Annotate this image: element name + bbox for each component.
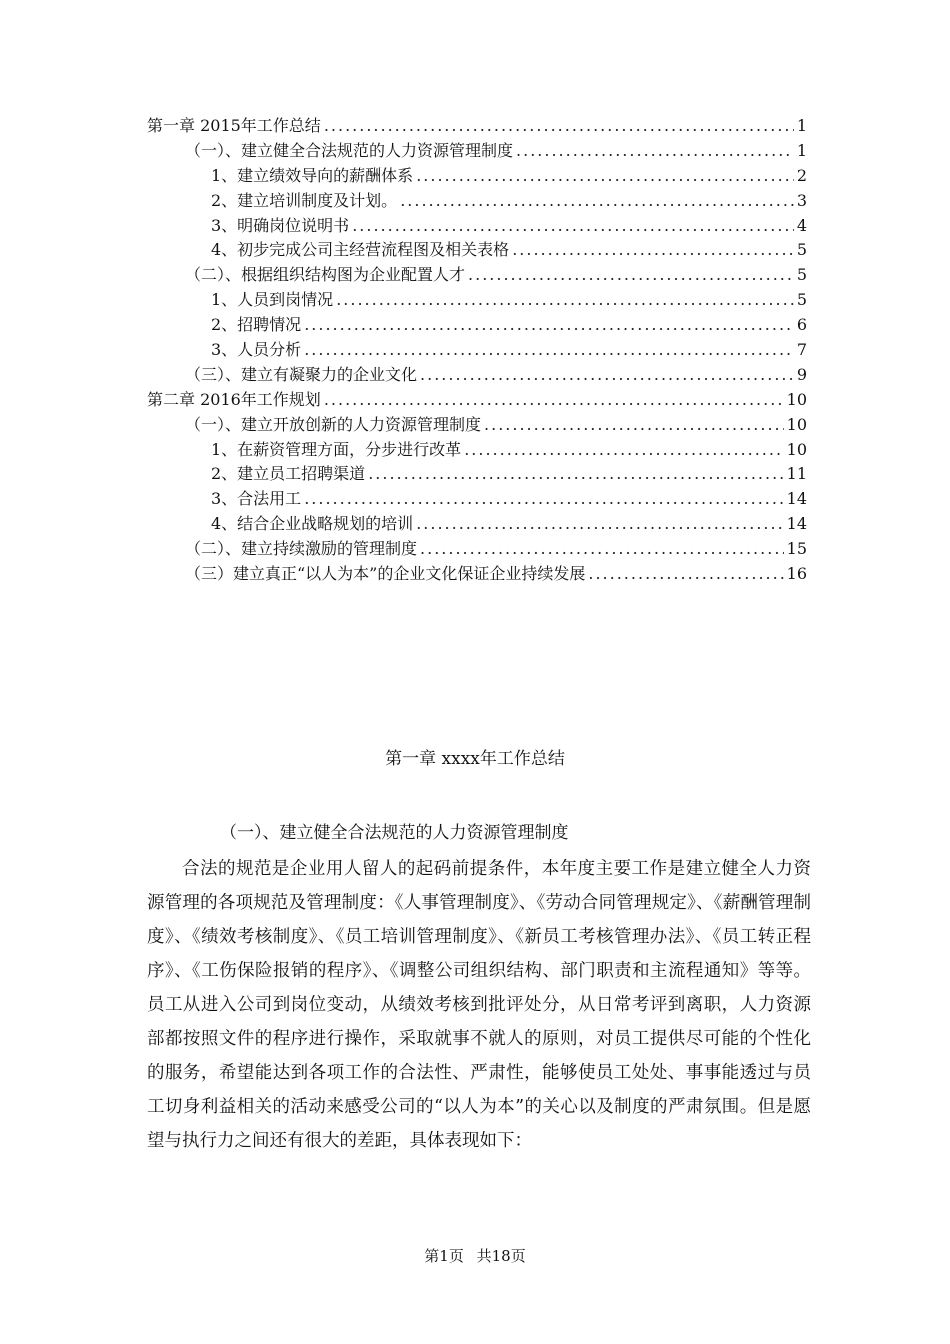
toc-entry-page-number: 15: [786, 539, 807, 559]
toc-entry[interactable]: [147, 139, 807, 164]
toc-dot-leader: [324, 114, 794, 139]
toc-dot-leader: [516, 139, 794, 164]
toc-entry-title: （一）、建立开放创新的人力资源管理制度: [185, 414, 482, 434]
toc-entry-title: （三）建立真正“以人为本”的企业文化保证企业持续发展: [185, 564, 586, 584]
toc-dot-leader: [324, 388, 784, 413]
toc-entry-page-number: 5: [796, 290, 807, 310]
toc-entry-title: 4、初步完成公司主经营流程图及相关表格: [211, 240, 510, 260]
toc-dot-leader: [416, 164, 794, 189]
toc-entry-page-number: 5: [796, 240, 807, 260]
toc-entry[interactable]: [147, 438, 807, 463]
toc-dot-leader: [484, 413, 784, 438]
toc-entry-title: 3、合法用工: [211, 489, 302, 509]
toc-entry-title: （二）、根据组织结构图为企业配置人才: [185, 265, 466, 285]
toc-entry[interactable]: [147, 487, 807, 512]
toc-entry-title: （二）、建立持续激励的管理制度: [185, 539, 418, 559]
section-heading: （一）、建立健全合法规范的人力资源管理制度: [220, 823, 569, 843]
toc-entry[interactable]: [147, 288, 807, 313]
toc-entry-page-number: 14: [786, 489, 807, 509]
toc-entry[interactable]: [147, 238, 807, 263]
toc-entry-title: 4、结合企业战略规划的培训: [211, 514, 414, 534]
chapter-title: 第一章 xxxx年工作总结: [385, 749, 565, 769]
toc-entry-title: 1、在薪资管理方面，分步进行改革: [211, 439, 462, 459]
toc-entry-page-number: 10: [786, 389, 807, 409]
toc-entry[interactable]: [147, 164, 807, 189]
toc-entry-page-number: 16: [786, 564, 807, 584]
toc-entry-title: 第一章 2015年工作总结: [147, 116, 321, 135]
toc-dot-leader: [304, 487, 783, 512]
toc-entry-page-number: 9: [796, 364, 807, 384]
toc-entry-page-number: 11: [786, 464, 807, 484]
toc-entry-page-number: 7: [796, 340, 807, 360]
toc-entry[interactable]: [147, 462, 807, 487]
toc-dot-leader: [368, 462, 783, 487]
toc-entry[interactable]: [147, 363, 807, 388]
toc-entry-title: （三）、建立有凝聚力的企业文化: [185, 364, 418, 384]
toc-entry[interactable]: [147, 214, 807, 239]
toc-entry[interactable]: [147, 313, 807, 338]
toc-entry[interactable]: [147, 388, 807, 413]
toc-entry-title: （一）、建立健全合法规范的人力资源管理制度: [185, 140, 514, 160]
toc-dot-leader: [352, 214, 794, 239]
toc-entry[interactable]: [147, 512, 807, 537]
toc-entry-title: 1、建立绩效导向的薪酬体系: [211, 165, 414, 185]
toc-dot-leader: [420, 363, 794, 388]
toc-entry[interactable]: [147, 189, 807, 214]
toc-dot-leader: [588, 562, 783, 587]
toc-entry-page-number: 5: [796, 265, 807, 285]
toc-entry-title: 2、建立员工招聘渠道: [211, 464, 366, 484]
toc-entry-page-number: 3: [796, 190, 807, 210]
toc-entry-title: 1、人员到岗情况: [211, 290, 334, 310]
toc-dot-leader: [400, 189, 794, 214]
toc-entry-title: 2、建立培训制度及计划。: [211, 190, 398, 210]
toc-dot-leader: [512, 238, 794, 263]
toc-dot-leader: [304, 313, 794, 338]
page-number: 第1页: [424, 1247, 464, 1265]
toc-entry-title: 第二章 2016年工作规划: [147, 389, 321, 409]
toc-entry-page-number: 10: [786, 414, 807, 434]
toc-entry[interactable]: [147, 562, 807, 587]
page-footer: [0, 1245, 950, 1266]
page-total: 共18页: [476, 1247, 526, 1265]
toc-dot-leader: [336, 288, 794, 313]
toc-dot-leader: [416, 512, 783, 537]
toc-dot-leader: [420, 537, 784, 562]
toc-entry-title: 2、招聘情况: [211, 315, 302, 335]
toc-entry[interactable]: [147, 413, 807, 438]
toc-dot-leader: [304, 338, 794, 363]
toc-entry-page-number: 14: [786, 514, 807, 534]
toc-entry[interactable]: [147, 338, 807, 363]
toc-entry-page-number: 10: [786, 439, 807, 459]
table-of-contents: [147, 114, 807, 587]
toc-dot-leader: [464, 438, 783, 463]
toc-entry-page-number: 1: [796, 116, 807, 135]
toc-entry-page-number: 6: [796, 315, 807, 335]
toc-entry-title: 3、明确岗位说明书: [211, 215, 350, 235]
toc-entry[interactable]: [147, 263, 807, 288]
toc-entry[interactable]: [147, 537, 807, 562]
toc-entry-title: 3、人员分析: [211, 340, 302, 360]
toc-dot-leader: [468, 263, 794, 288]
toc-entry-page-number: 2: [796, 165, 807, 185]
toc-entry[interactable]: [147, 114, 807, 139]
toc-entry-page-number: 1: [796, 140, 807, 160]
body-paragraph: 合法的规范是企业用人留人的起码前提条件，本年度主要工作是建立健全人力资源管理的各项规范及管理制度：《人事管理制度》、《劳动合同管理规定》、《薪酬管理制度》、《绩效考核制度》、《员工培训管理制度》、《新员工考核管理办法》、《员工转正程序》、《工伤保险报销的程序》、《调整公司组织结构、部门职责和主流程通知》等等。员工从进入公司到岗位变动，从绩效考核到批评处分，从日常考评到离职，人力资源部都按照文件的程序进行操作，采取就事不就人的原则，对员工提供尽可能的个性化的服务，希望能达到各项工作的合法性、严肃性，能够使员工处处、事事能透过与员工切身利益相关的活动来感受公司的“以人为本”的关心以及制度的严肃氛围。但是愿望与执行力之间还有很大的差距，具体表现如下：: [147, 859, 811, 1151]
toc-entry-page-number: 4: [796, 215, 807, 235]
